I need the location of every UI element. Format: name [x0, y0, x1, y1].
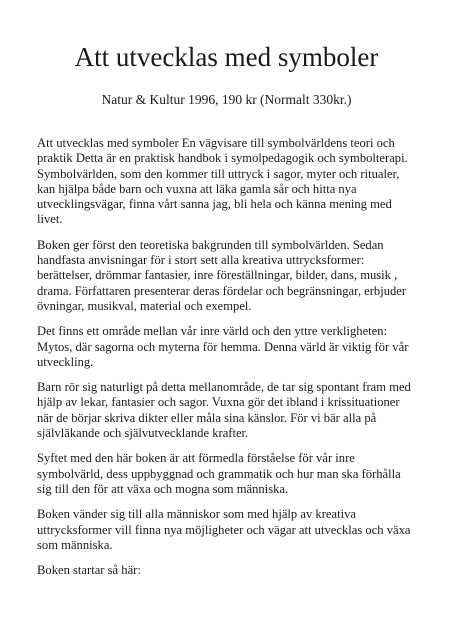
document-body: [37, 136, 422, 588]
paragraph-line: sig till den för att växa och mogna som människa.: [37, 481, 289, 496]
paragraph-line: Boken vänder sig till alla människor som med hjälp av kreativa: [37, 507, 356, 522]
paragraph-line: Mytos, där sagorna och myterna för hemma. Denna värld är viktig för vår: [37, 339, 409, 354]
paragraph-line: kan hjälpa både barn och vuxna att läka gamla sår och hitta nya: [37, 181, 357, 196]
paragraph-line: Syftet med den här boken är att förmedla förståelse för vår inre: [37, 451, 355, 466]
paragraph-line: Att utvecklas med symboler En vägvisare till symbolvärldens teori och: [37, 136, 395, 150]
paragraph-line: drama. Författaren presenterar deras fördelar och begränsningar, erbjuder: [37, 283, 407, 298]
paragraph-line: Boken ger först den teoretiska bakgrunden till symbolvärlden. Sedan: [37, 237, 384, 252]
document-title: Att utvecklas med symboler: [74, 42, 379, 72]
paragraph-line: Det finns ett område mellan vår inre värld och den yttre verkligheten:: [37, 324, 388, 339]
paragraph-line: handfasta anvisningar för i stort sett alla kreativa uttrycksformer:: [37, 253, 365, 268]
paragraph-line: uttrycksformer vill finna nya möjligheter och vägar att utvecklas och växa: [37, 522, 411, 537]
paragraph-line: Symbolvärlden, som den kommer till uttryck i sagor, myter och ritualer,: [37, 166, 400, 181]
paragraph-children: [37, 380, 422, 441]
paragraph-line: praktik Detta är en praktisk handbok i symolpedagogik och symbolterapi.: [37, 151, 408, 166]
paragraph-line: Barn rör sig naturligt på detta mellanområde, de tar sig spontant fram med: [37, 380, 411, 395]
paragraph-background: [37, 238, 422, 314]
paragraph-mytos: [37, 324, 422, 370]
paragraph-line: som människa.: [37, 537, 113, 552]
paragraph-audience: [37, 507, 422, 553]
paragraph-line: livet.: [37, 212, 63, 227]
paragraph-line: utvecklingsvägar, finna vårt sanna jag, bli hela och känna mening med: [37, 197, 392, 212]
paragraph-line: hjälp av lekar, fantasier och sagor. Vuxna gör det ibland i krissituationer: [37, 395, 400, 410]
paragraph-start: [37, 563, 422, 578]
paragraph-line: Boken startar så här:: [37, 563, 141, 578]
paragraph-line: symbolvärld, dess uppbyggnad och grammatik och hur man ska förhålla: [37, 466, 401, 481]
paragraph-line: självläkande och självutvecklande krafter.: [37, 426, 249, 441]
paragraph-line: övningar, musikval, material och exempel.: [37, 298, 252, 313]
paragraph-purpose: [37, 451, 422, 497]
paragraph-line: berättelser, drömmar fantasier, inre föreställningar, bilder, dans, musik ,: [37, 268, 398, 283]
paragraph-line: när de börjar skriva dikter eller måla sina känslor. För vi bär alla på: [37, 410, 377, 425]
paragraph-line: utveckling.: [37, 354, 94, 369]
document-subtitle: Natur & Kultur 1996, 190 kr (Normalt 330kr.): [101, 92, 352, 107]
paragraph-intro: [37, 136, 422, 228]
